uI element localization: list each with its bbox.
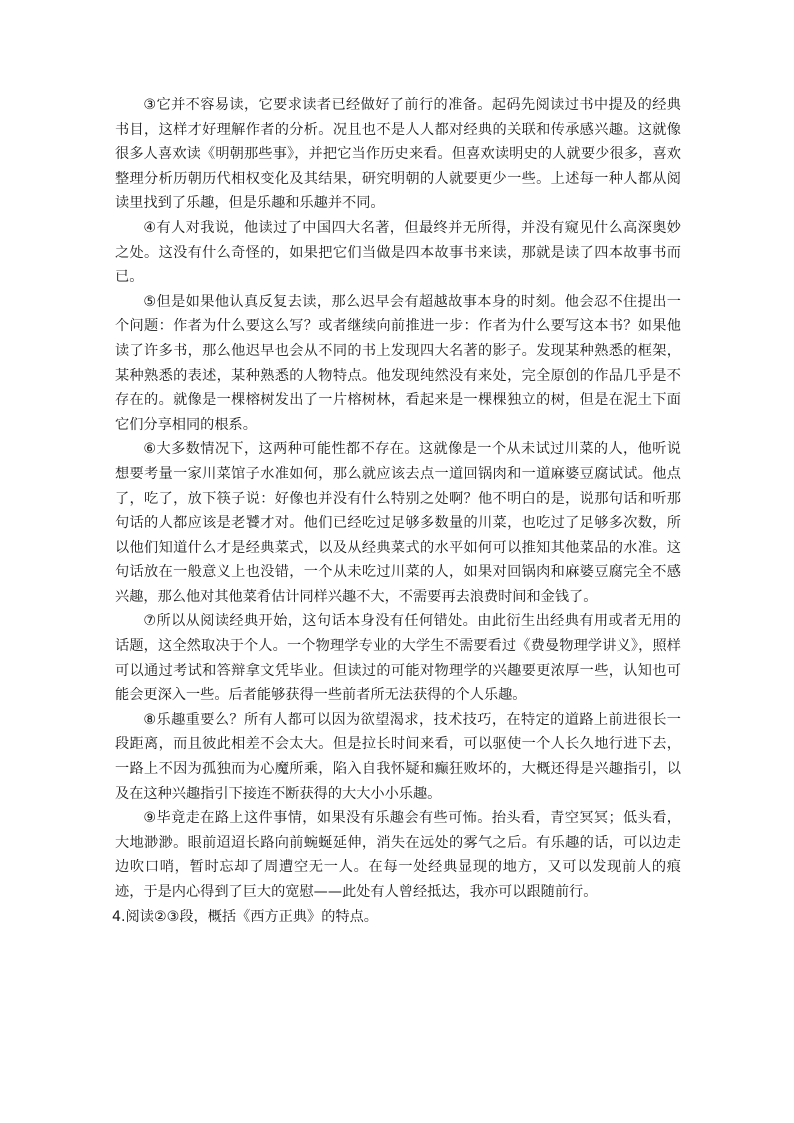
paragraph-7: ⑦所以从阅读经典开始，这句话本身没有任何错处。由此衍生出经典有用或者无用的话题，这全然取决于个人。一个物理学专业的大学生不需要看过《费曼物理学讲义》，照样可以通过考试和答辩拿文凭毕业。但读过的可能对物理学的兴趣要更浓厚一些，认知也可能会更深入一些。后者能够获得一些前者所无法获得的个人乐趣。	[115, 613, 681, 704]
question-4: 4.阅读②③段，概括《西方正典》的特点。	[112, 908, 378, 925]
paragraph-8: ⑧乐趣重要么？所有人都可以因为欲望渴求，技术技巧，在特定的道路上前进很长一段距离，而且彼此相差不会太大。但是拉长时间来看，可以驱使一个人长久地行进下去，一路上不因为孤独而为心魔所乘，陷入自我怀疑和癫狂败坏的，大概还得是兴趣指引，以及在这种兴趣指引下接连不断获得的大大小小乐趣。	[115, 711, 681, 802]
paragraph-4: ④有人对我说，他读过了中国四大名著，但最终并无所得，并没有窥见什么高深奥妙之处。这没有什么奇怪的，如果把它们当做是四本故事书来读，那就是读了四本故事书而已。	[115, 219, 681, 286]
paragraph-3: ③它并不容易读，它要求读者已经做好了前行的准备。起码先阅读过书中提及的经典书目，这样才好理解作者的分析。况且也不是人人都对经典的关联和传承感兴趣。这就像很多人喜欢读《明朝那些事》，并把它当作历史来看。但喜欢读明史的人就要少很多，喜欢整理分析历朝历代相权变化及其结果，研究明朝的人就要更少一些。上述每一种人都从阅读里找到了乐趣，但是乐趣和乐趣并不同。	[115, 97, 681, 212]
paragraph-6: ⑥大多数情况下，这两种可能性都不存在。这就像是一个从未试过川菜的人，他听说想要考量一家川菜馆子水准如何，那么就应该去点一道回锅肉和一道麻婆豆腐试试。他点了，吃了，放下筷子说：好像也并没有什么特别之处啊？他不明白的是，说那句话和听那句话的人都应该是老饕才对。他们已经吃过足够多数量的川菜，也吃过了足够多次数，所以他们知道什么才是经典菜式，以及从经典菜式的水平如何可以推知其他菜品的水准。这句话放在一般意义上也没错，一个从未吃过川菜的人，如果对回锅肉和麻婆豆腐完全不感兴趣，那么他对其他菜肴估计同样兴趣不大，不需要再去浪费时间和金钱了。	[115, 441, 681, 605]
paragraph-9: ⑨毕竟走在路上这件事情，如果没有乐趣会有些可怖。抬头看，青空冥冥；低头看，大地渺渺。眼前迢迢长路向前蜿蜒延伸，消失在远处的雾气之后。有乐趣的话，可以边走边吹口哨，暂时忘却了周遭空无一人。在每一处经典显现的地方，又可以发现前人的痕迹，于是内心得到了巨大的宽慰——此处有人曾经抵达，我亦可以跟随前行。	[115, 810, 681, 900]
document-page	[112, 93, 681, 929]
paragraph-5: ⑤但是如果他认真反复去读，那么迟早会有超越故事本身的时刻。他会忍不住提出一个问题：作者为什么要这么写？或者继续向前推进一步：作者为什么要写这本书？如果他读了许多书，那么他迟早也会从不同的书上发现四大名著的影子。发现某种熟悉的框架，某种熟悉的表述，某种熟悉的人物特点。他发现纯然没有来处，完全原创的作品几乎是不存在的。就像是一棵榕树发出了一片榕树林，看起来是一棵棵独立的树，但是在泥土下面它们分享相同的根系。	[115, 293, 681, 433]
